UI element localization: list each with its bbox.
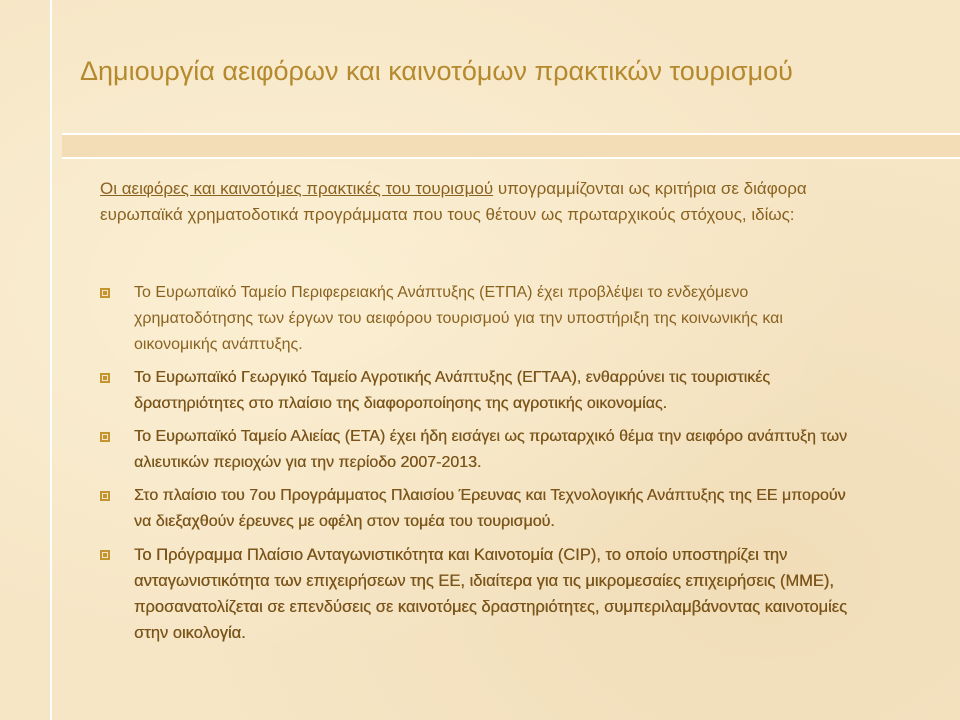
list-item-text: Το Ευρωπαϊκό Ταμείο Αλιείας (ΕΤΑ) έχει ήδη εισάγει ως πρωταρχικό θέμα την αειφόρο ανάπτυξη των αλιευτικών περιοχών για την περίοδο 2007-2013.: [134, 428, 847, 471]
list-item: [100, 280, 860, 358]
square-bullet-icon: [100, 288, 110, 298]
list-item: [100, 483, 860, 535]
vertical-divider-line: [50, 0, 52, 720]
list-item: [100, 365, 860, 417]
square-bullet-icon: [100, 550, 110, 560]
list-item: [100, 542, 860, 646]
list-item-text: Το Ευρωπαϊκό Γεωργικό Ταμείο Αγροτικής Ανάπτυξης (ΕΓΤΑΑ), ενθαρρύνει τις τουριστικές δραστηριότητες στο πλαίσιο της διαφοροποίησης της αγροτικής οικονομίας.: [134, 369, 771, 412]
square-bullet-icon: [100, 373, 110, 383]
square-bullet-icon: [100, 432, 110, 442]
list-item-text: Το Ευρωπαϊκό Ταμείο Περιφερειακής Ανάπτυξης (ΕΤΠΑ) έχει προβλέψει το ενδεχόμενο χρηματοδότησης των έργων του αειφόρου τουρισμού για την υποστήριξη της κοινωνικής και οικονομικής ανάπτυξης.: [134, 284, 783, 353]
list-item: [100, 424, 860, 476]
page-title: Δημιουργία αειφόρων και καινοτόμων πρακτικών τουρισμού: [80, 56, 793, 86]
title-underline-bar: [62, 133, 960, 159]
list-item-text: Στο πλαίσιο του 7ου Προγράμματος Πλαισίου Έρευνας και Τεχνολογικής Ανάπτυξης της ΕΕ μπορούν να διεξαχθούν έρευνες με οφέλη στον τομέα του τουρισμού.: [134, 487, 846, 530]
intro-paragraph: [100, 176, 880, 228]
bullet-list: [100, 280, 860, 653]
intro-text: υπογραμμίζονται ως κριτήρια σε διάφορα ευρωπαϊκά χρηματοδοτικά προγράμματα που τους θέτουν ως πρωταρχικούς στόχους, ιδίως:: [100, 179, 807, 224]
square-bullet-icon: [100, 491, 110, 501]
intro-underlined-text: Οι αειφόρες και καινοτόμες πρακτικές του τουρισμού: [100, 179, 494, 198]
list-item-text: Το Πρόγραμμα Πλαίσιο Ανταγωνιστικότητα και Καινοτομία (CIP), το οποίο υποστηρίζει την ανταγωνιστικότητα των επιχειρήσεων της ΕΕ, ιδιαίτερα για τις μικρομεσαίες επιχειρήσεις (ΜΜΕ), προσανατολίζεται σε επενδύσεις σε καινοτόμες δραστηριότητες, συμπεριλαμβάνοντας καινοτομίες στην οικολογία.: [134, 546, 847, 642]
